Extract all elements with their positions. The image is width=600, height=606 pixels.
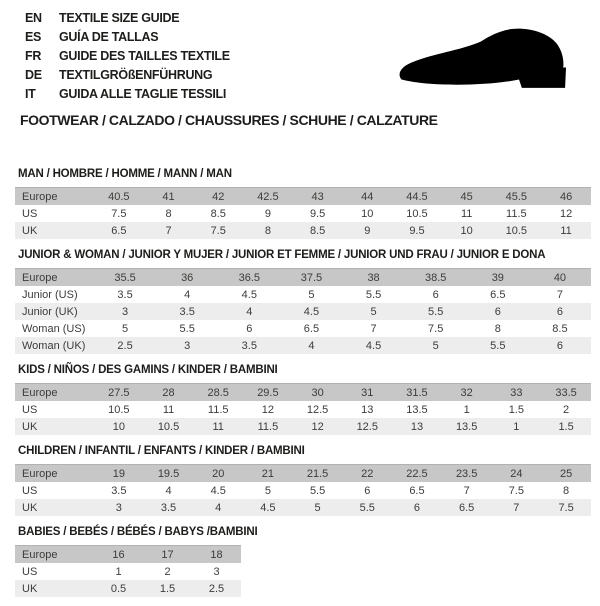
size-value-cell: 1 [513, 420, 520, 433]
size-value-cell: 5 [370, 305, 377, 318]
size-value-cell: 8 [563, 484, 570, 497]
size-value-cell: 4 [184, 288, 191, 301]
guide-title-es: GUÍA DE TALLAS [59, 30, 159, 44]
size-value-cell: 6.5 [490, 288, 506, 301]
size-value-cell: 1 [463, 403, 470, 416]
size-value-cell: 2 [563, 403, 570, 416]
size-value-cell: 6 [432, 288, 439, 301]
table-row [15, 303, 591, 320]
language-row [25, 66, 230, 85]
size-value-cell: 6 [494, 305, 501, 318]
size-value-cell: 41 [162, 190, 175, 203]
size-value-cell: 38 [367, 271, 380, 284]
language-code: FR [25, 49, 42, 63]
size-value-cell: 3 [213, 565, 220, 578]
size-value-cell: 32 [460, 386, 473, 399]
size-value-cell: 35.5 [114, 271, 136, 284]
table-row [15, 580, 241, 597]
size-value-cell: 5.5 [428, 305, 444, 318]
size-value-cell: 44 [361, 190, 374, 203]
row-label: Junior (US) [22, 288, 78, 301]
size-value-cell: 3.5 [179, 305, 195, 318]
row-label: Junior (UK) [22, 305, 78, 318]
size-value-cell: 12 [559, 207, 573, 220]
row-label: UK [22, 582, 38, 595]
size-value-cell: 4.5 [241, 288, 257, 301]
table-header-row [15, 269, 591, 287]
row-label: Europe [22, 548, 58, 561]
size-value-cell: 33.5 [555, 386, 577, 399]
language-row [25, 47, 230, 66]
size-value-cell: 13 [361, 403, 374, 416]
size-value-cell: 5.5 [179, 322, 195, 335]
size-value-cell: 4 [246, 305, 253, 318]
guide-title-en: TEXTILE SIZE GUIDE [59, 11, 180, 25]
row-label: US [22, 207, 38, 220]
size-table [15, 187, 591, 239]
size-value-cell: 9.5 [409, 224, 425, 237]
size-section [15, 248, 591, 354]
size-value-cell: 40 [553, 271, 567, 284]
row-label: US [22, 565, 38, 578]
size-value-cell: 5 [308, 288, 315, 301]
language-row [25, 28, 230, 47]
size-value-cell: 42 [212, 190, 225, 203]
size-value-cell: 6 [413, 501, 421, 514]
row-label: Europe [22, 271, 58, 284]
size-value-cell: 13 [410, 420, 424, 433]
size-value-cell: 12.5 [356, 420, 378, 433]
size-section [15, 363, 591, 435]
size-value-cell: 19.5 [157, 467, 180, 480]
guide-title-it: GUIDA ALLE TAGLIE TESSILI [59, 87, 227, 101]
language-row [25, 85, 230, 104]
row-label: Europe [22, 386, 58, 399]
size-section [15, 444, 591, 516]
size-value-cell: 10.5 [406, 207, 428, 220]
size-value-cell: 11 [162, 403, 175, 416]
table-row [15, 205, 591, 222]
row-label: UK [22, 420, 38, 433]
language-code: EN [25, 11, 42, 25]
size-value-cell: 2 [164, 565, 171, 578]
size-value-cell: 13.5 [455, 420, 478, 433]
row-label: Woman (US) [22, 322, 86, 335]
table-row [15, 222, 591, 239]
size-value-cell: 18 [210, 548, 223, 561]
table-row [15, 499, 591, 516]
size-value-cell: 4 [215, 501, 222, 514]
size-value-cell: 5 [264, 484, 271, 497]
size-value-cell: 12 [311, 420, 324, 433]
size-value-cell: 3.5 [111, 484, 127, 497]
row-label: US [22, 403, 38, 416]
table-header-row [15, 546, 241, 564]
size-value-cell: 9 [264, 207, 271, 220]
size-value-cell: 7.5 [111, 207, 127, 220]
size-value-cell: 11 [460, 207, 473, 220]
size-value-cell: 28 [162, 386, 175, 399]
size-value-cell: 7 [463, 484, 470, 497]
size-value-cell: 10 [361, 207, 374, 220]
size-value-cell: 24 [510, 467, 523, 480]
table-header-row [15, 384, 591, 402]
table-row [15, 418, 591, 435]
size-value-cell: 20 [212, 467, 225, 480]
size-value-cell: 11 [560, 224, 572, 237]
size-value-cell: 5.5 [359, 501, 375, 514]
size-value-cell: 7 [370, 322, 377, 335]
size-value-cell: 10 [460, 224, 473, 237]
size-value-cell: 39 [491, 271, 504, 284]
size-value-cell: 4.5 [365, 339, 382, 352]
size-table [15, 268, 591, 354]
size-value-cell: 4 [165, 484, 172, 497]
size-value-cell: 10.5 [157, 420, 180, 433]
table-header-row [15, 188, 591, 206]
size-value-cell: 25 [559, 467, 573, 480]
size-value-cell: 6 [364, 484, 371, 497]
size-value-cell: 12.5 [306, 403, 329, 416]
size-value-cell: 3 [184, 339, 191, 352]
size-value-cell: 29.5 [257, 386, 279, 399]
size-value-cell: 37.5 [300, 271, 323, 284]
language-title-block [25, 9, 230, 104]
size-value-cell: 1.5 [558, 420, 574, 433]
size-value-cell: 4.5 [210, 484, 226, 497]
size-value-cell: 3.5 [241, 339, 257, 352]
row-label: Europe [22, 467, 58, 480]
size-value-cell: 6 [556, 305, 563, 318]
size-value-cell: 5.5 [490, 339, 506, 352]
size-value-cell: 4.5 [303, 305, 320, 318]
size-value-cell: 9.5 [309, 207, 326, 220]
size-value-cell: 8.5 [552, 322, 568, 335]
size-value-cell: 8.5 [210, 207, 226, 220]
size-section [15, 525, 591, 597]
size-value-cell: 40.5 [108, 190, 130, 203]
size-value-cell: 7.5 [428, 322, 444, 335]
size-value-cell: 11 [212, 420, 224, 433]
size-value-cell: 33 [510, 386, 523, 399]
size-value-cell: 12 [261, 403, 275, 416]
size-value-cell: 36.5 [238, 271, 261, 284]
size-value-cell: 22.5 [406, 467, 428, 480]
size-section-title: CHILDREN / INFANTIL / ENFANTS / KINDER / BAMBINI [18, 445, 305, 457]
row-label: UK [22, 501, 38, 514]
size-value-cell: 44.5 [406, 190, 428, 203]
row-label: US [22, 484, 38, 497]
size-value-cell: 5 [314, 501, 321, 514]
size-value-cell: 21 [261, 467, 275, 480]
size-value-cell: 22 [361, 467, 374, 480]
size-value-cell: 43 [311, 190, 324, 203]
size-value-cell: 6 [246, 322, 253, 335]
guide-title-de: TEXTILGRÖßENFÜHRUNG [59, 68, 213, 82]
size-value-cell: 28.5 [207, 386, 229, 399]
size-value-cell: 31 [361, 386, 374, 399]
size-value-cell: 42.5 [257, 190, 279, 203]
size-value-cell: 21.5 [306, 467, 329, 480]
size-value-cell: 6 [556, 339, 563, 352]
size-value-cell: 1 [115, 565, 122, 578]
size-value-cell: 10.5 [108, 403, 130, 416]
size-section [15, 167, 591, 239]
size-value-cell: 1.5 [508, 403, 524, 416]
size-value-cell: 16 [112, 548, 125, 561]
size-value-cell: 45.5 [505, 190, 528, 203]
language-row [25, 9, 230, 28]
size-value-cell: 10.5 [505, 224, 528, 237]
size-table [15, 383, 591, 435]
size-value-cell: 7 [165, 224, 172, 237]
size-value-cell: 19 [112, 467, 125, 480]
size-value-cell: 8 [264, 224, 271, 237]
size-value-cell: 4 [308, 339, 315, 352]
size-value-cell: 5 [432, 339, 439, 352]
size-value-cell: 3.5 [117, 288, 133, 301]
size-value-cell: 31.5 [406, 386, 428, 399]
size-value-cell: 2.5 [117, 339, 133, 352]
size-tables-container [15, 167, 591, 606]
table-row [15, 401, 591, 418]
table-row [15, 286, 591, 303]
size-value-cell: 13.5 [406, 403, 428, 416]
size-value-cell: 2.5 [208, 582, 225, 595]
row-label: UK [22, 224, 38, 237]
size-value-cell: 4.5 [260, 501, 276, 514]
size-value-cell: 6.5 [409, 484, 425, 497]
table-row [15, 320, 591, 337]
size-section-title: BABIES / BEBÉS / BÉBÉS / BABYS /BAMBINI [18, 526, 258, 538]
table-header-row [15, 465, 591, 483]
size-value-cell: 6.5 [111, 224, 127, 237]
language-code: DE [25, 68, 42, 82]
row-label: Woman (UK) [22, 339, 86, 352]
language-code: ES [25, 30, 42, 44]
size-value-cell: 8.5 [309, 224, 326, 237]
table-row [15, 482, 591, 499]
size-value-cell: 11.5 [257, 420, 279, 433]
guide-title-fr: GUIDE DES TAILLES TEXTILE [59, 49, 230, 63]
size-table [15, 464, 591, 516]
size-section-title: MAN / HOMBRE / HOMME / MANN / MAN [18, 168, 232, 180]
size-value-cell: 8 [494, 322, 501, 335]
size-value-cell: 36 [181, 271, 194, 284]
size-value-cell: 5 [122, 322, 129, 335]
size-value-cell: 7 [556, 288, 563, 301]
size-value-cell: 3.5 [160, 501, 177, 514]
size-value-cell: 30 [311, 386, 324, 399]
size-value-cell: 7.5 [558, 501, 574, 514]
category-heading: FOOTWEAR / CALZADO / CHAUSSURES / SCHUHE / CALZATURE [20, 112, 438, 128]
size-value-cell: 10 [112, 420, 125, 433]
size-value-cell: 7.5 [210, 224, 226, 237]
size-value-cell: 7.5 [508, 484, 524, 497]
size-value-cell: 17 [161, 548, 174, 561]
size-value-cell: 27.5 [108, 386, 130, 399]
size-value-cell: 46 [559, 190, 573, 203]
size-table [15, 545, 241, 597]
size-value-cell: 45 [460, 190, 473, 203]
size-value-cell: 5.5 [309, 484, 326, 497]
table-row [15, 563, 241, 580]
size-value-cell: 11.5 [207, 403, 229, 416]
size-section-title: KIDS / NIÑOS / DES GAMINS / KINDER / BAMBINI [18, 364, 278, 376]
size-value-cell: 23.5 [455, 467, 478, 480]
size-value-cell: 1.5 [159, 582, 176, 595]
size-value-cell: 0.5 [110, 582, 127, 595]
size-value-cell: 5.5 [365, 288, 382, 301]
row-label: Europe [22, 190, 58, 203]
size-value-cell: 6.5 [303, 322, 320, 335]
size-value-cell: 3 [115, 501, 122, 514]
size-value-cell: 8 [165, 207, 172, 220]
size-value-cell: 11.5 [506, 207, 527, 220]
size-value-cell: 38.5 [424, 271, 447, 284]
dress-shoe-icon [394, 26, 582, 98]
size-value-cell: 9 [364, 224, 371, 237]
size-value-cell: 3 [122, 305, 129, 318]
size-section-title: JUNIOR & WOMAN / JUNIOR Y MUJER / JUNIOR ET FEMME / JUNIOR UND FRAU / JUNIOR E DONA [18, 249, 546, 261]
size-value-cell: 6.5 [459, 501, 475, 514]
language-code: IT [25, 87, 36, 101]
table-row [15, 337, 591, 354]
size-value-cell: 7 [513, 501, 520, 514]
